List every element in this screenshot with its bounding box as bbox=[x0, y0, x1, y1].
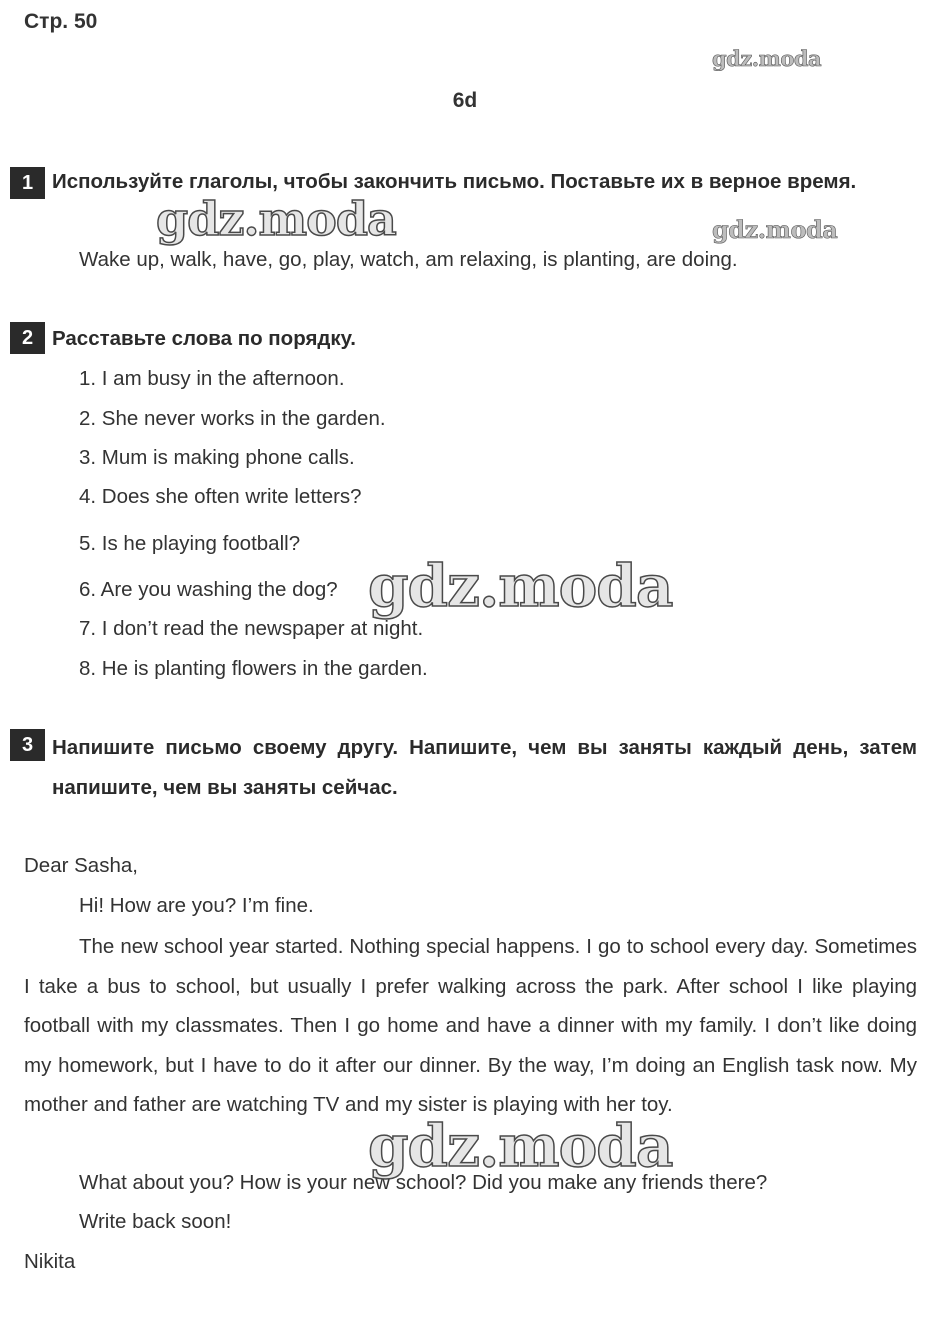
page-number: Стр. 50 bbox=[24, 10, 98, 33]
exercise-number-badge: 1 bbox=[10, 167, 45, 199]
exercise-instruction: Расставьте слова по порядку. bbox=[52, 327, 356, 350]
exercise-answer: Wake up, walk, have, go, play, watch, am relaxing, is planting, are doing. bbox=[79, 248, 738, 271]
list-item: 5. Is he playing football? bbox=[79, 532, 301, 555]
watermark-ex2: gdz.moda bbox=[368, 552, 673, 620]
letter-signature: Nikita bbox=[24, 1250, 76, 1273]
watermark-ex1: gdz.moda bbox=[156, 192, 396, 246]
watermark-top-right: gdz.moda bbox=[712, 46, 822, 71]
list-item: 7. I don’t read the newspaper at night. bbox=[79, 617, 424, 640]
letter-line: Hi! How are you? I’m fine. bbox=[79, 894, 314, 917]
letter-line: Write back soon! bbox=[79, 1210, 232, 1233]
exercise-number-badge: 2 bbox=[10, 322, 45, 354]
watermark-ex1-right: gdz.moda bbox=[712, 215, 838, 244]
letter-line: What about you? How is your new school? Did you make any friends there? bbox=[79, 1171, 768, 1194]
exercise-instruction: Используйте глаголы, чтобы закончить письмо. Поставьте их в верное время. bbox=[52, 170, 857, 193]
letter-body: The new school year started. Nothing special happens. I go to school every day. Sometimes I take a bus to school, but usually I prefer walking across the park. After school I like playing football with my classmates. Then I go home and have a dinner with my family. I don’t like doing my homework, but I have to do it after our dinner. By the way, I’m doing an English task now. My mother and father are watching TV and my sister is playing with her toy. bbox=[24, 935, 917, 1117]
section-title: 6d bbox=[452, 89, 478, 112]
exercise-instruction: Напишите письмо своему другу. Напишите, чем вы заняты каждый день, затем напишите, чем вы заняты сейчас. bbox=[52, 736, 917, 799]
list-item: 8. He is planting flowers in the garden. bbox=[79, 657, 428, 680]
list-item: 4. Does she often write letters? bbox=[79, 485, 362, 508]
list-item: 1. I am busy in the afternoon. bbox=[79, 367, 345, 390]
list-item: 2. She never works in the garden. bbox=[79, 407, 386, 430]
exercise-number-badge: 3 bbox=[10, 729, 45, 761]
watermark-letter: gdz.moda bbox=[368, 1112, 673, 1180]
list-item: 6. Are you washing the dog? bbox=[79, 578, 338, 601]
list-item: 3. Mum is making phone calls. bbox=[79, 446, 355, 469]
letter-greeting: Dear Sasha, bbox=[24, 854, 138, 877]
